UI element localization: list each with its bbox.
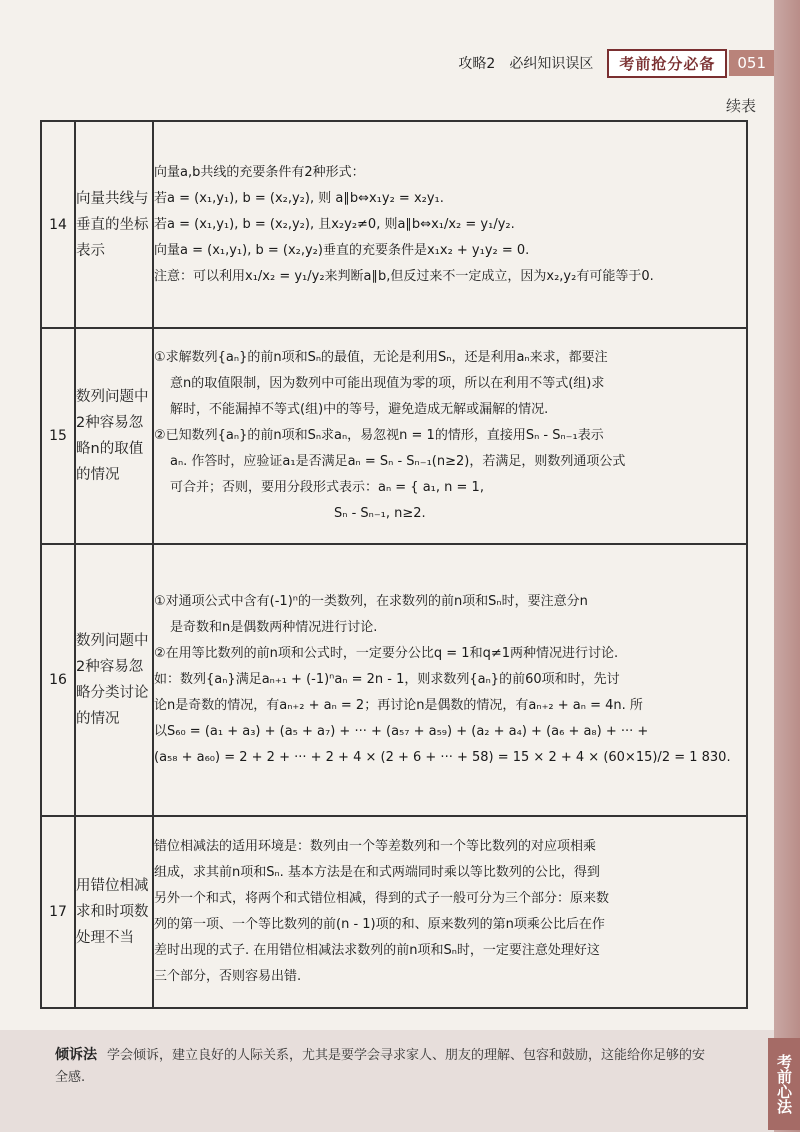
knowledge-table (40, 120, 748, 1009)
row-topic: 用错位相减求和时项数处理不当 (75, 816, 153, 1008)
section-label: 必纠知识误区 (509, 56, 594, 72)
row-number: 15 (41, 328, 75, 544)
content-line: 是奇数和n是偶数两种情况进行讨论. (170, 620, 378, 635)
content-line: 意n的取值限制，因为数列中可能出现值为零的项，所以在利用不等式(组)求 (170, 376, 605, 391)
section-tag: 考前抢分必备 (607, 49, 727, 78)
content-line: 向量a,b共线的充要条件有2种形式： (154, 164, 365, 180)
row-content (153, 544, 747, 816)
continued-label: 续表 (725, 97, 756, 115)
footer-label: 倾诉法 (55, 1047, 97, 1063)
footer-text: 学会倾诉，建立良好的人际关系，尤其是要学会寻求家人、朋友的理解、包容和鼓励，这能给你足够的安全感. (55, 1048, 706, 1085)
chapter-label: 攻略2 (458, 56, 496, 72)
content-line: 以S₆₀ = (a₁ + a₃) + (a₅ + a₇) + ··· + (a₅₇ + a₅₉) + (a₂ + a₄) + (a₆ + a₈) + ··· + (154, 724, 649, 739)
row-content (153, 121, 747, 328)
content-line: 向量a = (x₁,y₁), b = (x₂,y₂)垂直的充要条件是x₁x₂ + y₁y₂ = 0. (154, 242, 530, 258)
table-row (41, 121, 747, 328)
row-number: 14 (41, 121, 75, 328)
side-tab: 考前心法 (768, 1038, 800, 1130)
content-line: 可合并；否则，要用分段形式表示：aₙ = { a₁, n = 1, (170, 480, 484, 495)
content-line: 论n是奇数的情况，有aₙ₊₂ + aₙ = 2；再讨论n是偶数的情况，有aₙ₊₂ + aₙ = 4n. 所 (154, 698, 643, 713)
content-line: 解时，不能漏掉不等式(组)中的等号，避免造成无解或漏解的情况. (170, 402, 549, 417)
content-line: ②已知数列{aₙ}的前n项和Sₙ求aₙ，易忽视n = 1的情形，直接用Sₙ - Sₙ₋₁表示 (154, 428, 604, 443)
content-line: aₙ. 作答时，应验证a₁是否满足aₙ = Sₙ - Sₙ₋₁(n≥2)，若满足，则数列通项公式 (170, 454, 626, 469)
row-number: 16 (41, 544, 75, 816)
table-row (41, 328, 747, 544)
content-line: 列的第一项、一个等比数列的前(n - 1)项的和、原来数列的第n项乘公比后在作 (154, 917, 605, 932)
table-row (41, 544, 747, 816)
row-topic: 数列问题中2种容易忽略n的取值的情况 (75, 328, 153, 544)
content-line: 若a = (x₁,y₁), b = (x₂,y₂), 则 a∥b⇔x₁y₂ = x₂y₁. (154, 190, 444, 206)
content-line: 错位相减法的适用环境是：数列由一个等差数列和一个等比数列的对应项相乘 (154, 839, 597, 854)
content-line: ①求解数列{aₙ}的前n项和Sₙ的最值，无论是利用Sₙ，还是利用aₙ来求，都要注 (154, 350, 608, 365)
content-line: 差时出现的式子. 在用错位相减法求数列的前n项和Sₙ时，一定要注意处理好这 (154, 943, 600, 958)
row-topic: 数列问题中2种容易忽略分类讨论的情况 (75, 544, 153, 816)
breadcrumb (458, 53, 593, 73)
content-line: ②在用等比数列的前n项和公式时，一定要分公比q = 1和q≠1两种情况进行讨论. (154, 646, 619, 661)
row-content (153, 328, 747, 544)
content-line: 注意：可以利用x₁/x₂ = y₁/y₂来判断a∥b,但反过来不一定成立，因为x₂,y₂有可能等于0. (154, 268, 654, 284)
content-line: Sₙ - Sₙ₋₁, n≥2. (334, 506, 426, 521)
content-line: 另外一个和式，将两个和式错位相减，得到的式子一般可分为三个部分：原来数 (154, 891, 610, 906)
table-row (41, 816, 747, 1008)
content-line: 若a = (x₁,y₁), b = (x₂,y₂), 且x₂y₂≠0, 则a∥b⇔x₁/x₂ = y₁/y₂. (154, 216, 515, 232)
content-line: (a₅₈ + a₆₀) = 2 + 2 + ··· + 2 + 4 × (2 + 6 + ··· + 58) = 15 × 2 + 4 × (60×15)/2 = 1 830. (154, 750, 731, 765)
content-line: 组成，求其前n项和Sₙ. 基本方法是在和式两端同时乘以等比数列的公比，得到 (154, 865, 600, 880)
row-content (153, 816, 747, 1008)
content-line: 如：数列{aₙ}满足aₙ₊₁ + (-1)ⁿaₙ = 2n - 1，则求数列{aₙ}的前60项和时，先讨 (154, 672, 620, 687)
row-number: 17 (41, 816, 75, 1008)
footer-tip (0, 1030, 793, 1132)
content-line: ①对通项公式中含有(-1)ⁿ的一类数列，在求数列的前n项和Sₙ时，要注意分n (154, 594, 588, 609)
page-edge (774, 0, 800, 1132)
page-number: 051 (729, 50, 774, 76)
page-header (380, 48, 774, 78)
row-topic: 向量共线与垂直的坐标表示 (75, 121, 153, 328)
footer-text-block (55, 1044, 705, 1089)
content-line: 三个部分，否则容易出错. (154, 969, 302, 984)
